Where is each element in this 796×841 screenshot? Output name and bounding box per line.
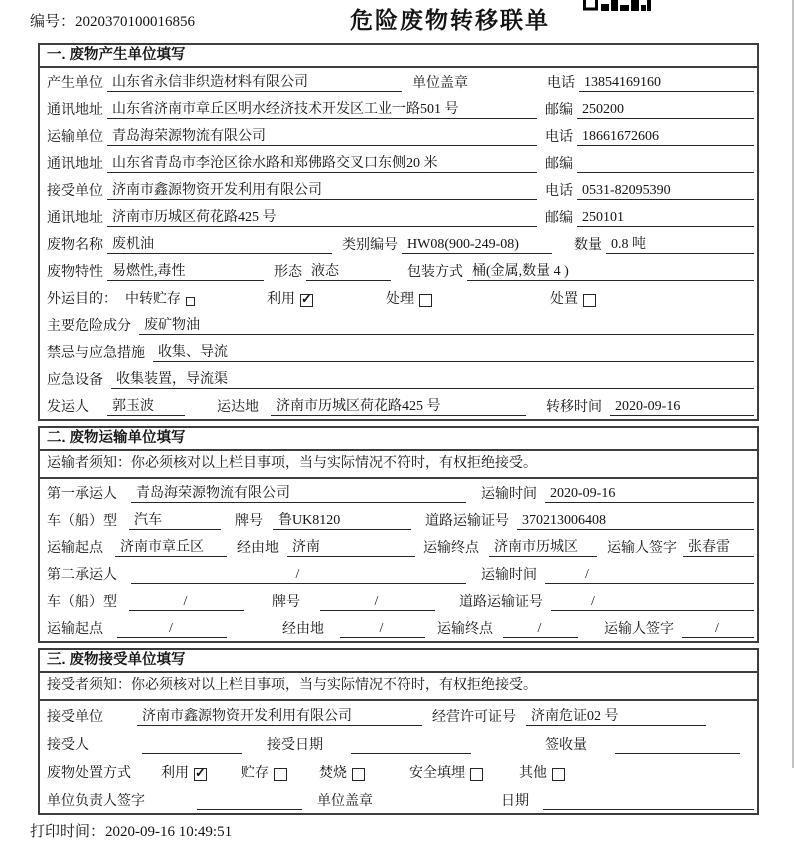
form-state-label: 形态 — [274, 265, 302, 280]
purpose-reuse-checkbox — [300, 294, 313, 307]
vehicle2-type-label: 车（船）型 — [47, 595, 117, 610]
first-carrier-label: 第一承运人 — [47, 487, 117, 502]
waste-traits-row — [40, 257, 757, 284]
scan-edge-line — [792, 0, 794, 768]
main-hazard-row — [40, 311, 757, 338]
section-receiver-form — [38, 648, 759, 815]
receiver-unit-value: 济南市鑫源物资开发利用有限公司 — [107, 182, 537, 200]
transporter-address-row — [40, 149, 757, 176]
purpose-dispose-checkbox — [583, 294, 596, 307]
waste-name-value: 废机油 — [107, 236, 332, 254]
first-carrier-value: 青岛海荣源物流有限公司 — [131, 485, 466, 503]
disposal-incinerate-label: 焚烧 — [319, 766, 347, 781]
via-value: 济南 — [287, 539, 415, 557]
road-permit-label: 道路运输证号 — [425, 514, 509, 529]
accept-date-label: 接受日期 — [267, 738, 323, 753]
consignor-value: 郭玉波 — [107, 398, 185, 416]
quantity-value: 0.8 吨 — [606, 236, 754, 254]
receiver-unit-label: 接受单位 — [47, 184, 103, 199]
vehicle-type-label: 车（船）型 — [47, 514, 117, 529]
receiver-phone-label: 电话 — [545, 184, 573, 199]
transport-time-value: 2020-09-16 — [545, 485, 754, 503]
transport-time-label: 运输时间 — [481, 487, 537, 502]
road-permit-value: 370213006408 — [517, 512, 754, 530]
purpose-treat-label: 处理 — [386, 292, 414, 307]
license-value: 济南危证02 号 — [526, 708, 706, 726]
terminus2-value: / — [503, 620, 578, 638]
disposal-landfill-checkbox — [470, 768, 483, 781]
waste-traits-value: 易燃性,毒性 — [107, 263, 264, 281]
category-code-label: 类别编号 — [342, 238, 398, 253]
section3-title: 三. 废物接受单位填写 — [40, 650, 757, 673]
disposal-method-row — [40, 757, 757, 785]
accept-date-value — [351, 736, 471, 754]
origin2-label: 运输起点 — [47, 622, 103, 637]
form-title: 危险废物转移联单 — [350, 7, 550, 33]
form-state-value: 液态 — [306, 263, 391, 281]
section2-title: 二. 废物运输单位填写 — [40, 428, 757, 451]
disposal-other-label: 其他 — [519, 766, 547, 781]
waste-name-label: 废物名称 — [47, 238, 103, 253]
purpose-reuse-label: 利用 — [267, 292, 295, 307]
route-row — [40, 533, 757, 560]
qr-code-fragment — [583, 0, 651, 12]
print-time-label: 打印时间： — [30, 824, 106, 840]
via2-label: 经由地 — [282, 622, 324, 637]
print-time-value: 2020-09-16 10:49:51 — [105, 824, 233, 840]
vehicle2-row — [40, 587, 757, 614]
producer-address-value: 山东省济南市章丘区明水经济技术开发区工业一路501 号 — [107, 101, 537, 119]
producer-zip-value: 250200 — [577, 101, 754, 119]
main-hazard-label: 主要危险成分 — [47, 319, 131, 334]
emergency-measures-value: 收集、导流 — [153, 344, 754, 362]
transport-time2-value: / — [545, 566, 754, 584]
consignor-label: 发运人 — [47, 400, 89, 415]
unit-seal-label: 单位盖章 — [412, 76, 468, 91]
document-header — [0, 0, 796, 43]
waste-traits-label: 废物特性 — [47, 265, 103, 280]
receiver-zip-label: 邮编 — [545, 211, 573, 226]
destination-value: 济南市历城区荷花路425 号 — [271, 398, 526, 416]
packing-label: 包装方式 — [407, 265, 463, 280]
manager-sign-label: 单位负责人签字 — [47, 794, 145, 809]
receiver-address-row — [40, 203, 757, 230]
manager-sign-row — [40, 785, 757, 813]
section1-title: 一. 废物产生单位填写 — [40, 45, 757, 68]
date2-value — [543, 792, 754, 810]
serial-number — [30, 10, 195, 31]
section-producer-form — [38, 43, 759, 421]
plate2-value: / — [320, 593, 435, 611]
category-code-value: HW08(900-249-08) — [402, 236, 552, 254]
terminus-value: 济南市历城区 — [489, 539, 597, 557]
quantity-label: 数量 — [574, 238, 602, 253]
receiver-phone-value: 0531-82095390 — [577, 182, 754, 200]
serial-label: 编号： — [30, 14, 76, 30]
first-carrier-row — [40, 479, 757, 506]
emergency-equipment-value: 收集装置，导流渠 — [111, 371, 754, 389]
signed-amount-label: 签收量 — [545, 738, 587, 753]
disposal-reuse-checkbox — [194, 768, 207, 781]
accept-person-row — [40, 729, 757, 757]
carrier2-sign-label: 运输人签字 — [604, 622, 674, 637]
disposal-reuse-label: 利用 — [161, 766, 189, 781]
plate2-label: 牌号 — [272, 595, 300, 610]
serial-value: 2020370100016856 — [75, 14, 196, 30]
plate-label: 牌号 — [235, 514, 263, 529]
accept-person-value — [142, 736, 242, 754]
transporter-address-label: 通讯地址 — [47, 157, 103, 172]
producer-address-row — [40, 95, 757, 122]
vehicle-row — [40, 506, 757, 533]
second-carrier-label: 第二承运人 — [47, 568, 117, 583]
producer-unit-value: 山东省永信非织造材料有限公司 — [107, 74, 402, 92]
origin2-value: / — [117, 620, 227, 638]
emergency-equipment-label: 应急设备 — [47, 373, 103, 388]
disposal-method-label: 废物处置方式 — [47, 766, 131, 781]
disposal-landfill-label: 安全填埋 — [409, 766, 465, 781]
terminus-label: 运输终点 — [423, 541, 479, 556]
plate-value: 鲁UK8120 — [273, 512, 411, 530]
road-permit2-label: 道路运输证号 — [459, 595, 543, 610]
route2-row — [40, 614, 757, 641]
emergency-equipment-row — [40, 365, 757, 392]
signed-amount-value — [615, 736, 740, 754]
producer-unit-label: 产生单位 — [47, 76, 103, 91]
transporter-notice: 运输者须知：你必须核对以上栏目事项，当与实际情况不符时，有权拒绝接受。 — [40, 451, 757, 479]
date2-label: 日期 — [501, 794, 529, 809]
carrier2-sign-value: / — [682, 620, 754, 638]
producer-address-label: 通讯地址 — [47, 103, 103, 118]
terminus2-label: 运输终点 — [437, 622, 493, 637]
accept-unit-value: 济南市鑫源物资开发利用有限公司 — [137, 708, 422, 726]
main-hazard-value: 废矿物油 — [139, 317, 754, 335]
receiver-zip-value: 250101 — [577, 209, 754, 227]
transporter-phone-label: 电话 — [545, 130, 573, 145]
transporter-zip-value — [577, 155, 754, 173]
accept-unit-row — [40, 701, 757, 729]
outbound-purpose-label: 外运目的： — [47, 292, 117, 307]
receiver-address-label: 通讯地址 — [47, 211, 103, 226]
transporter-address-value: 山东省青岛市李沧区徐水路和郑佛路交叉口东侧20 米 — [107, 155, 537, 173]
consignor-row — [40, 392, 757, 419]
road-permit2-value: / — [551, 593, 754, 611]
producer-phone-label: 电话 — [547, 76, 575, 91]
section-transporter-form — [38, 426, 759, 643]
purpose-treat-checkbox — [419, 294, 432, 307]
transport-unit-value: 青岛海荣源物流有限公司 — [107, 128, 537, 146]
manager-sign-value — [197, 792, 302, 810]
transport-time2-label: 运输时间 — [481, 568, 537, 583]
emergency-measures-row — [40, 338, 757, 365]
producer-phone-value: 13854169160 — [579, 74, 754, 92]
purpose-transfer-storage-checkbox — [186, 297, 195, 306]
via2-value: / — [340, 620, 425, 638]
accept-person-label: 接受人 — [47, 738, 89, 753]
second-carrier-value: / — [131, 566, 466, 584]
print-time — [30, 820, 796, 841]
transport-unit-label: 运输单位 — [47, 130, 103, 145]
disposal-storage-label: 贮存 — [241, 766, 269, 781]
producer-zip-label: 邮编 — [545, 103, 573, 118]
outbound-purpose-row — [40, 284, 757, 311]
purpose-dispose-label: 处置 — [550, 292, 578, 307]
transport-unit-row — [40, 122, 757, 149]
destination-label: 运达地 — [217, 400, 259, 415]
accept-unit-label: 接受单位 — [47, 710, 103, 725]
carrier-sign-value: 张春雷 — [683, 539, 754, 557]
waste-name-row — [40, 230, 757, 257]
vehicle-type-value: 汽车 — [129, 512, 221, 530]
disposal-incinerate-checkbox — [352, 768, 365, 781]
carrier-sign-label: 运输人签字 — [607, 541, 677, 556]
transfer-date-label: 转移时间 — [546, 400, 602, 415]
receiver-notice: 接受者须知：你必须核对以上栏目事项，当与实际情况不符时，有权拒绝接受。 — [40, 673, 757, 701]
transfer-date-value: 2020-09-16 — [610, 398, 754, 416]
license-label: 经营许可证号 — [432, 710, 516, 725]
disposal-other-checkbox — [552, 768, 565, 781]
emergency-measures-label: 禁忌与应急措施 — [47, 346, 145, 361]
producer-unit-row — [40, 68, 757, 95]
receiver-address-value: 济南市历城区荷花路425 号 — [107, 209, 537, 227]
unit-seal2-label: 单位盖章 — [317, 794, 373, 809]
packing-value: 桶(金属,数量 4 ) — [467, 263, 754, 281]
disposal-storage-checkbox — [274, 768, 287, 781]
receiver-unit-row — [40, 176, 757, 203]
origin-label: 运输起点 — [47, 541, 103, 556]
via-label: 经由地 — [237, 541, 279, 556]
origin-value: 济南市章丘区 — [115, 539, 227, 557]
second-carrier-row — [40, 560, 757, 587]
transporter-zip-label: 邮编 — [545, 157, 573, 172]
vehicle2-type-value: / — [129, 593, 244, 611]
transporter-phone-value: 18661672606 — [577, 128, 754, 146]
purpose-transfer-storage-label: 中转贮存 — [125, 292, 181, 307]
